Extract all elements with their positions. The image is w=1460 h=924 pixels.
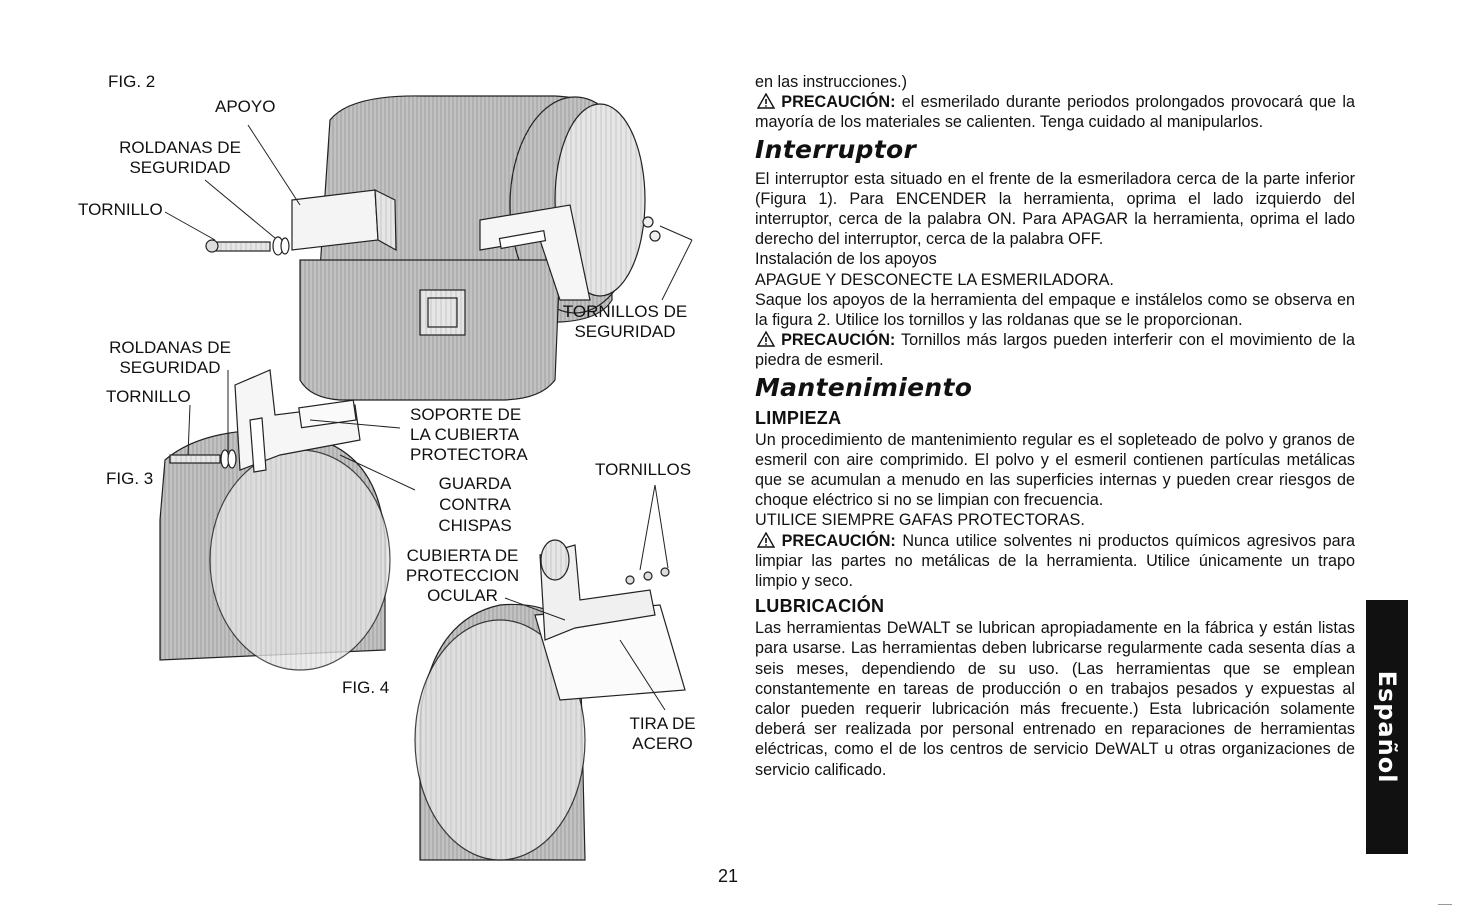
- fig3-drawing: [160, 370, 415, 670]
- heading-lubricacion: LUBRICACIÓN: [755, 596, 885, 617]
- edge-mark: [1438, 904, 1452, 905]
- caution-paragraph-heat: [755, 92, 1355, 132]
- label-line: SEGURIDAD: [119, 358, 221, 377]
- caution-label: PRECAUCIÓN:: [781, 93, 896, 112]
- label-line: TIRA DE: [629, 714, 696, 733]
- fig2-title: FIG. 2: [108, 72, 156, 91]
- label-roldanas-de-seguridad: [110, 138, 250, 178]
- caution-text: Tornillos más largos pueden interferir con el movimiento de la piedra de esmeril.: [755, 331, 1355, 370]
- label-line: SEGURIDAD: [129, 158, 231, 177]
- label-cubierta-proteccion-ocular: [400, 546, 525, 606]
- page-number: 21: [718, 866, 739, 886]
- label-line: ROLDANAS DE: [109, 338, 231, 357]
- label-tornillos-de-seguridad: [555, 302, 695, 342]
- warning-icon: [757, 93, 775, 109]
- fig4-drawing: [415, 485, 685, 860]
- language-tab-label: Español: [1373, 670, 1401, 784]
- heading-mantenimiento: Mantenimiento: [755, 372, 973, 402]
- label-tira-de-acero: [625, 714, 700, 754]
- label-line: SEGURIDAD: [574, 322, 676, 341]
- label-apoyo: APOYO: [215, 97, 276, 116]
- caution-text: Nunca utilice solventes ni productos químicos agresivos para limpiar las partes no metálicas de la herramienta. Utilice únicamente un trapo limpio y seco.: [755, 531, 1356, 591]
- language-tab: [1366, 600, 1408, 854]
- caution-text: el esmerilado durante periodos prolongados provocará que la mayoría de los materiales se calienten. Tenga cuidado al manipularlos.: [755, 93, 1355, 132]
- label-line: SOPORTE DE: [410, 405, 522, 424]
- text-column: [755, 72, 1355, 780]
- label-line: GUARDA: [438, 474, 512, 493]
- line-instalacion: Instalación de los apoyos: [755, 250, 937, 269]
- warning-icon: [757, 532, 775, 548]
- line-utilice: UTILICE SIEMPRE GAFAS PROTECTORAS.: [755, 511, 1085, 530]
- label-guarda-contra-chispas: [420, 473, 530, 536]
- label-line: CUBIERTA DE: [406, 546, 519, 565]
- label-line: LA CUBIERTA: [410, 425, 519, 444]
- label-roldanas-de-seguridad-fig3: [100, 338, 240, 378]
- label-tornillo: TORNILLO: [78, 200, 163, 219]
- caution-label: PRECAUCIÓN:: [781, 531, 896, 550]
- label-tornillos-fig4: TORNILLOS: [595, 460, 692, 479]
- paragraph-limpieza: Un procedimiento de mantenimiento regular es el sopleteado de polvo y granos de esmeril con aire comprimido. El polvo y el esmeril contienen partículas metálicas que se acumulan a menudo en las superficies internas y pueden crear riesgos de choque eléctrico si no se limpian con frecuencia.: [755, 430, 1355, 510]
- fig3-title: FIG. 3: [106, 469, 154, 488]
- caution-label: PRECAUCIÓN:: [781, 331, 896, 350]
- label-tornillo-fig3: TORNILLO: [106, 387, 191, 406]
- fig4-title: FIG. 4: [342, 678, 390, 697]
- label-line: CONTRA: [439, 495, 511, 514]
- heading-limpieza: LIMPIEZA: [755, 407, 842, 428]
- caution-paragraph-solventes: [755, 531, 1355, 592]
- label-line: TORNILLOS DE: [562, 302, 688, 321]
- line-apague: APAGUE Y DESCONECTE LA ESMERILADORA.: [755, 270, 1114, 289]
- paragraph-interruptor: El interruptor esta situado en el frente de la esmeriladora cerca de la parte inferior (Figura 1). Para ENCENDER la herramienta, oprima el lado izquierdo del interruptor, cerca de la palabra ON. Para APAGAR la herramienta, oprima el lado derecho del interruptor, cerca de la palabra OFF.: [755, 169, 1355, 249]
- heading-interruptor: Interruptor: [755, 134, 917, 164]
- label-line: PROTECTORA: [410, 445, 528, 464]
- label-soporte-cubierta: [410, 405, 528, 465]
- intro-line: en las instrucciones.): [755, 73, 908, 91]
- caution-paragraph-tornillos: [755, 330, 1355, 370]
- paragraph-saque: Saque los apoyos de la herramienta del empaque e instálelos como se observa en la figura 2. Utilice los tornillos y las roldanas que se le proporcionan.: [755, 290, 1355, 330]
- label-line: CHISPAS: [438, 516, 512, 535]
- label-line: ACERO: [632, 734, 693, 753]
- label-line: OCULAR: [427, 586, 498, 605]
- label-line: ROLDANAS DE: [119, 138, 241, 157]
- warning-icon: [757, 331, 775, 347]
- paragraph-lubricacion: Las herramientas DeWALT se lubrican apropiadamente en la fábrica y están listas para usarse. Las herramientas deben lubricarse regularmente cada sesenta días a seis meses, dependiendo de su uso. (Las herramientas que se emplean constantemente en tareas de producción o en trabajos pesados y expuestas al calor pueden requerir lubricación más frecuente.) Esta lubricación solamente deberá ser realizada por personal entrenado en reparaciones de herramientas eléctricas, como el de los centros de servicio DeWALT u otras organizaciones de servicio calificado.: [755, 619, 1355, 779]
- label-line: PROTECCION: [405, 566, 520, 585]
